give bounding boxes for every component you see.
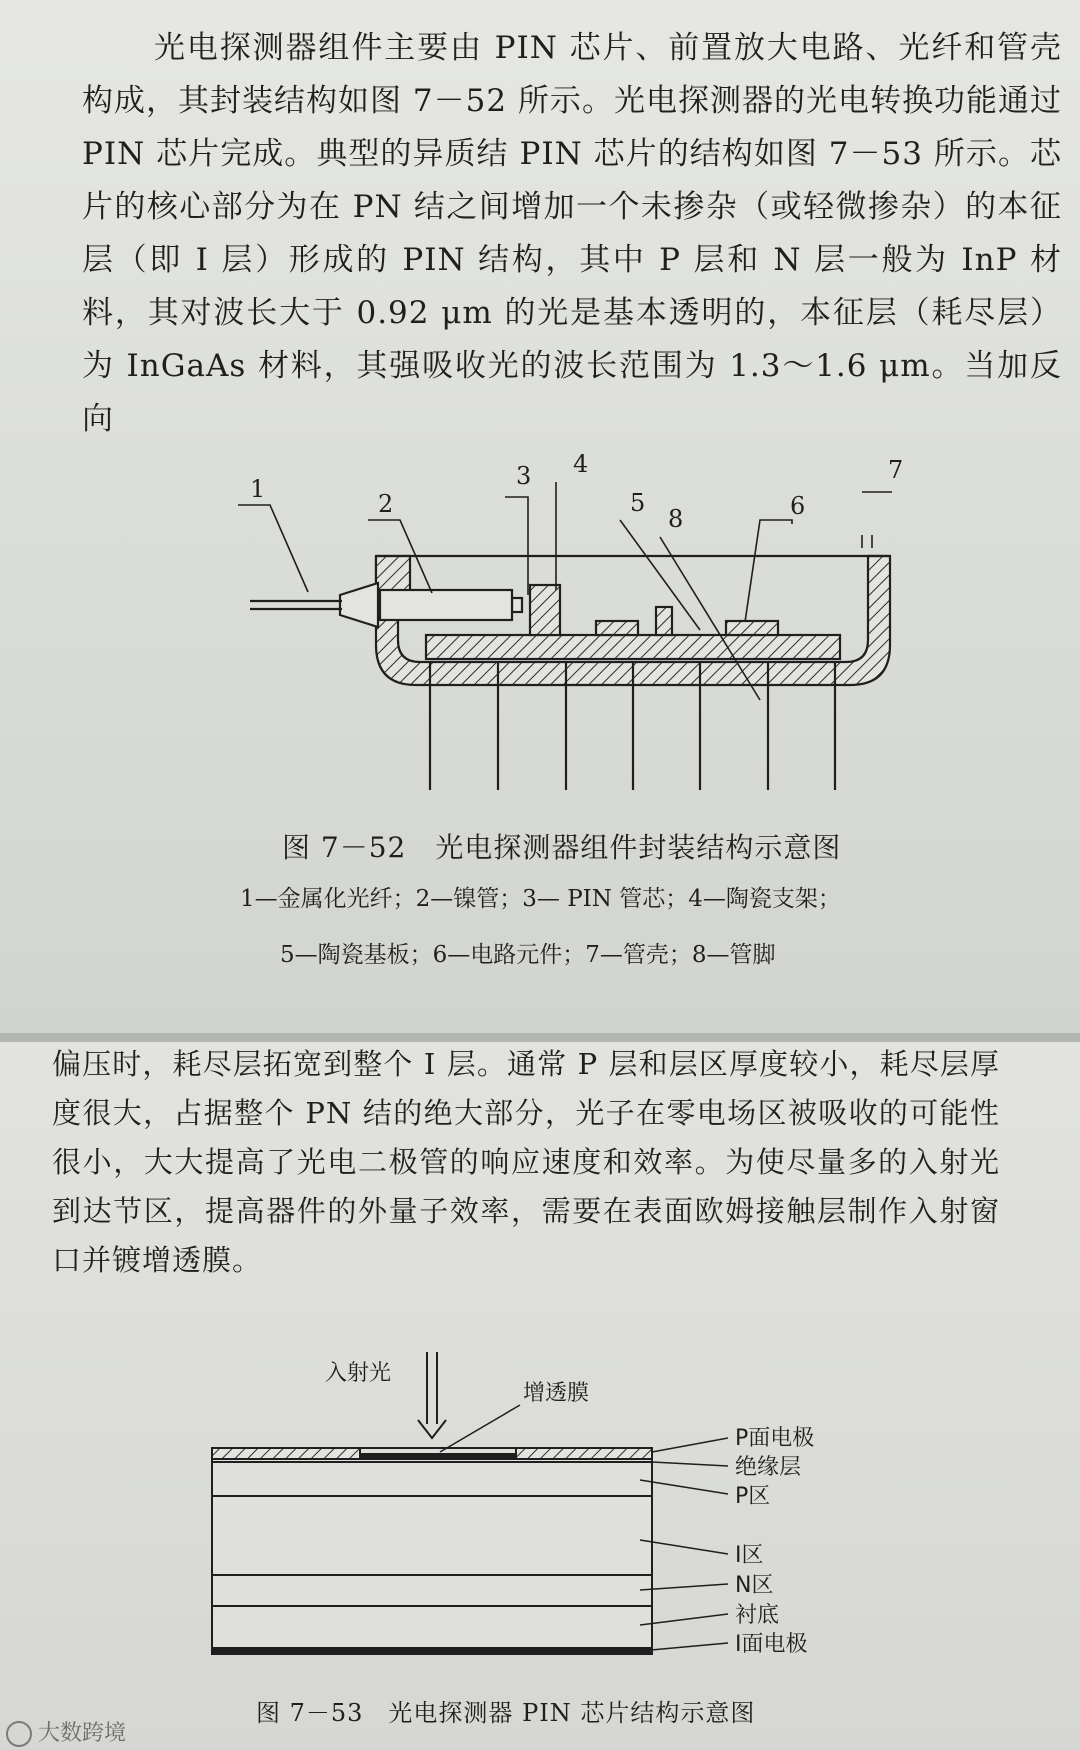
p-electrode-right (516, 1448, 652, 1459)
ar-coating-label: 增透膜 (523, 1381, 590, 1406)
bottom-electrode (212, 1648, 652, 1654)
fig-52-legend-line-2: 5—陶瓷基板；6—电路元件；7—管壳；8—管脚 (280, 942, 776, 968)
layer-label-i-region: I区 (735, 1543, 764, 1568)
nickel-tube-2 (380, 590, 512, 620)
watermark-text: 大数跨境 (38, 1721, 127, 1746)
p-electrode-left (212, 1448, 360, 1459)
paragraph-intro: 光电探测器组件主要由 PIN 芯片、前置放大电路、光纤和管壳构成，其封装结构如图 7－52 所示。光电探测器的光电转换功能通过 PIN 芯片完成。典型的异质结 PIN 芯片的结构如图 7－53 所示。芯片的核心部分为在 PN 结之间增加一个未掺杂（或轻微掺杂）的本征层（即 I 层）形成的 PIN 结构，其中 P 层和 N 层一般为 InP 材料，其对波长大于 0.92 μm 的光是基本透明的，本征层（耗尽层）为 InGaAs 材料，其强吸收光的波长范围为 1.3～1.6 μm。当加反向 (82, 30, 1062, 437)
fig-53-diagram (212, 1352, 728, 1654)
ar-coating-film (360, 1454, 516, 1459)
circuit-element-6a (596, 621, 638, 635)
fig-52-diagram (238, 482, 892, 790)
callout-7: 7 (888, 456, 904, 484)
layer-label-insulator: 绝缘层 (735, 1455, 802, 1480)
circuit-element-6b (656, 607, 672, 635)
callout-5: 5 (630, 489, 646, 517)
circuit-element-6c (726, 621, 778, 635)
callout-4: 4 (573, 450, 589, 478)
callout-2: 2 (378, 490, 394, 518)
ceramic-support-4 (530, 585, 560, 635)
callout-1: 1 (250, 475, 266, 503)
incident-light-arrow (418, 1420, 446, 1438)
callout-3: 3 (516, 462, 532, 490)
incident-light-label: 入射光 (325, 1361, 392, 1386)
watermark-logo-icon (6, 1721, 32, 1747)
fig-52-caption: 图 7－52 光电探测器组件封装结构示意图 (282, 831, 842, 864)
layer-label-p-region: P区 (735, 1484, 771, 1509)
ceramic-substrate-5 (426, 635, 840, 659)
layer-label-p-electrode: P面电极 (735, 1426, 815, 1451)
layer-label-n-region: N区 (735, 1573, 774, 1598)
callout-6: 6 (790, 492, 806, 520)
pin-die-3 (512, 598, 522, 612)
callout-8: 8 (668, 505, 684, 533)
tube-collar (340, 583, 378, 627)
watermark (6, 1716, 126, 1747)
fig-52-callout-labels (250, 450, 903, 533)
layer-leaders (640, 1438, 728, 1651)
layer-label-substrate: 衬底 (735, 1603, 780, 1628)
fig-53-caption: 图 7－53 光电探测器 PIN 芯片结构示意图 (256, 1699, 756, 1727)
layer-label-i-electrode: I面电极 (735, 1632, 808, 1657)
chip-outline (212, 1448, 652, 1654)
paragraph-continued: 偏压时，耗尽层拓宽到整个 I 层。通常 P 层和层区厚度较小，耗尽层厚度很大，占据整个 PN 结的绝大部分，光子在零电场区被吸收的可能性很小，大大提高了光电二极管的响应速度和效率。为使尽量多的入射光到达节区，提高器件的外量子效率，需要在表面欧姆接触层制作入射窗口并镀增透膜。 (52, 1047, 1000, 1277)
fig-52-legend-line-1: 1—金属化光纤；2—镍管；3— PIN 管芯；4—陶瓷支架； (240, 886, 841, 912)
